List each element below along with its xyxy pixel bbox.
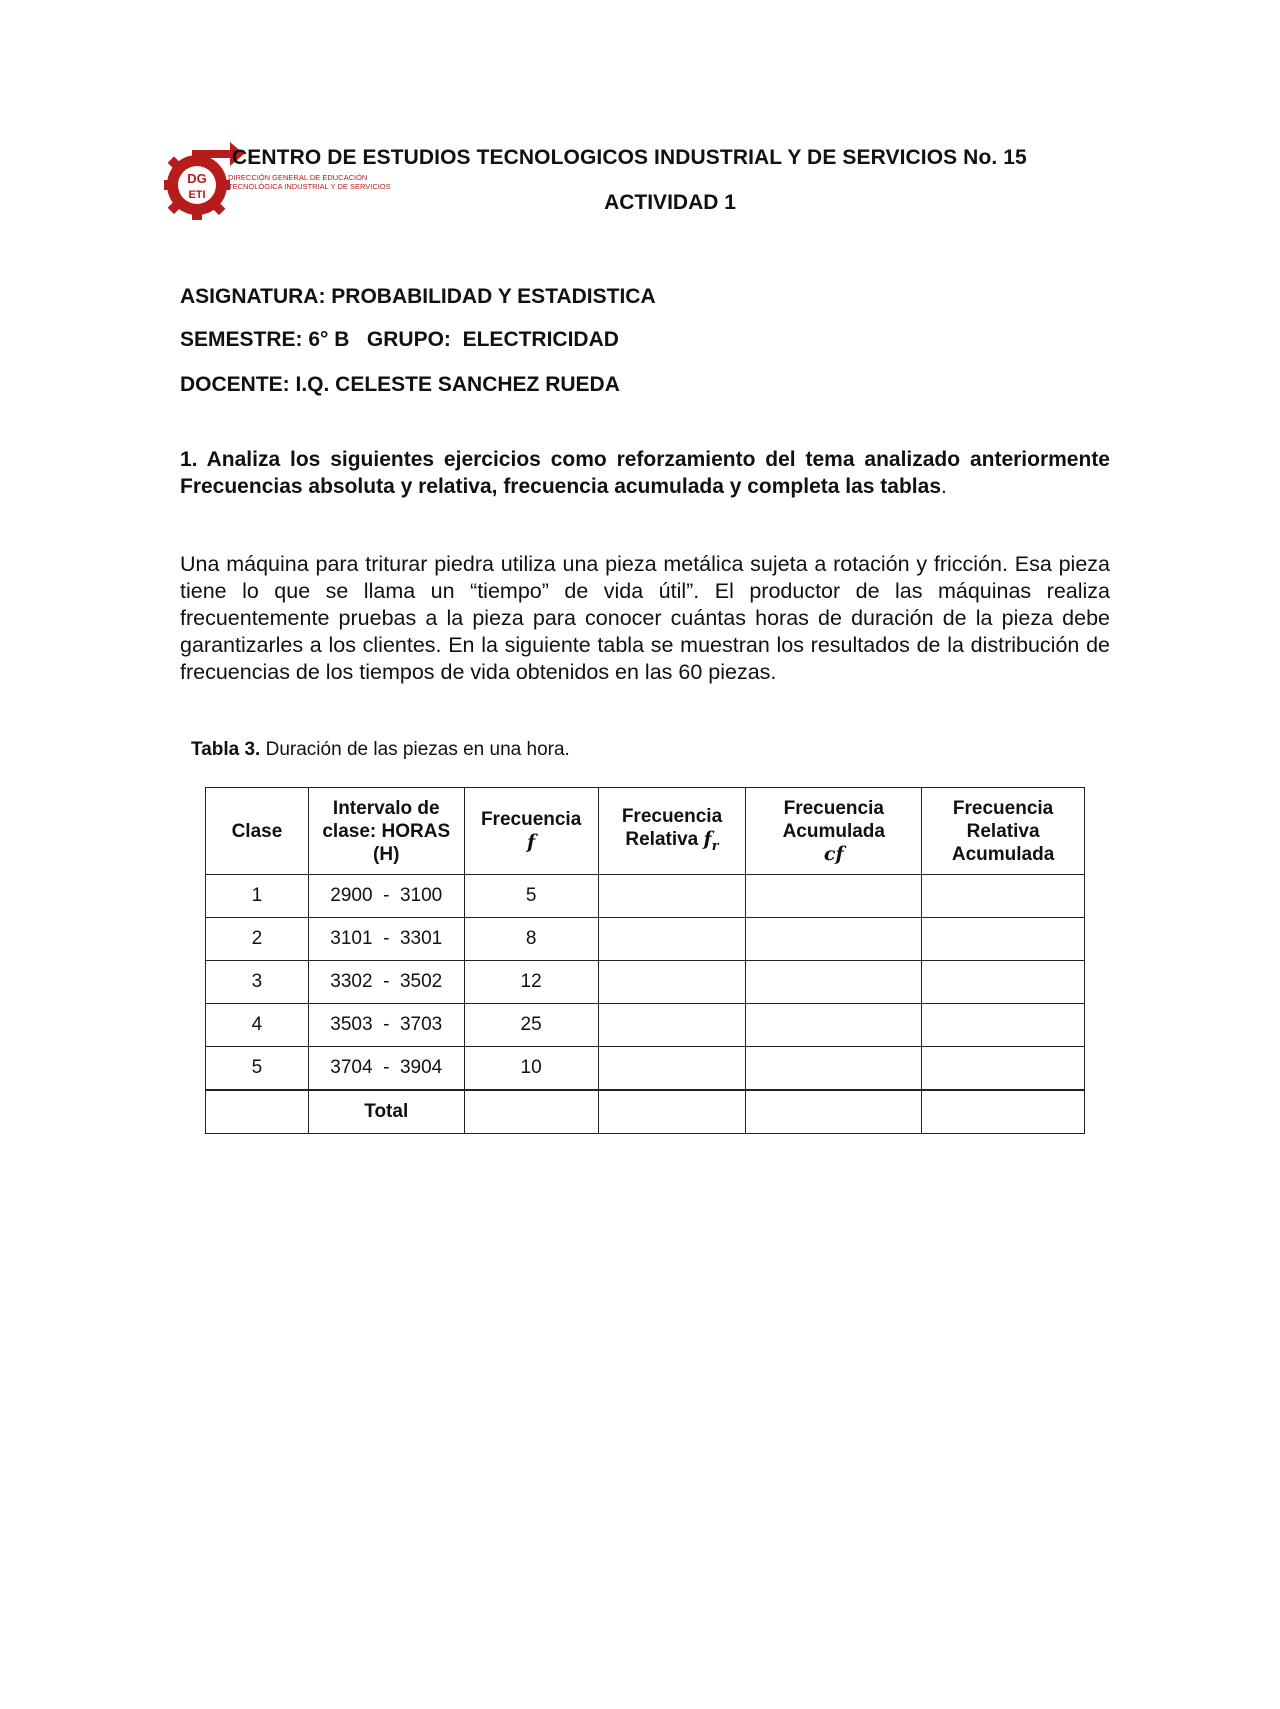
- cell-total-frecuencia-blank[interactable]: [464, 1090, 598, 1134]
- cell-acumulada-blank[interactable]: [746, 875, 922, 918]
- cell-total-relativa-blank[interactable]: [598, 1090, 746, 1134]
- header-frecuencia: Frecuencia f: [464, 788, 598, 875]
- cell-acumulada-blank[interactable]: [746, 1004, 922, 1047]
- cell-frecuencia: 10: [464, 1047, 598, 1091]
- cell-clase: 4: [206, 1004, 309, 1047]
- institution-title: CENTRO DE ESTUDIOS TECNOLOGICOS INDUSTRIAL Y DE SERVICIOS No. 15: [232, 146, 1027, 169]
- table-header-row: [206, 788, 1085, 875]
- logo-line-1: DIRECCIÓN GENERAL DE EDUCACIÓN: [228, 173, 368, 182]
- cell-acumulada-blank[interactable]: [746, 1047, 922, 1091]
- cell-frecuencia: 25: [464, 1004, 598, 1047]
- instruction-end: .: [941, 475, 947, 498]
- logo-acronym-bottom: ETI: [188, 189, 206, 201]
- cell-relativa-blank[interactable]: [598, 1047, 746, 1091]
- cell-frecuencia: 8: [464, 918, 598, 961]
- subject-line: ASIGNATURA: PROBABILIDAD Y ESTADISTICA: [180, 285, 656, 308]
- total-label: Total: [308, 1090, 464, 1134]
- table-row: [206, 875, 1085, 918]
- exercise-instruction: [180, 446, 1110, 500]
- cell-frecuencia: 12: [464, 961, 598, 1004]
- cell-relativa-acumulada-blank[interactable]: [922, 875, 1085, 918]
- cell-total-relativa-acumulada-blank[interactable]: [922, 1090, 1085, 1134]
- cell-relativa-acumulada-blank[interactable]: [922, 1004, 1085, 1047]
- cell-intervalo: 3503 - 3703: [308, 1004, 464, 1047]
- table-row: [206, 918, 1085, 961]
- header-clase: Clase: [206, 788, 309, 875]
- cell-clase: 1: [206, 875, 309, 918]
- header-frecuencia-acumulada: Frecuencia Acumulada cf: [746, 788, 922, 875]
- logo-line-2: TECNOLÓGICA INDUSTRIAL Y DE SERVICIOS: [228, 182, 391, 191]
- logo-acronym-top: DG: [187, 171, 207, 186]
- cell-relativa-acumulada-blank[interactable]: [922, 1047, 1085, 1091]
- frequency-table: [205, 787, 1085, 1134]
- table-caption: [191, 739, 570, 761]
- header-frecuencia-relativa: Frecuencia Relativa $f_r$: [598, 788, 746, 875]
- cell-clase: 5: [206, 1047, 309, 1091]
- cell-clase: 3: [206, 961, 309, 1004]
- cell-total-acumulada-blank[interactable]: [746, 1090, 922, 1134]
- cell-relativa-blank[interactable]: [598, 918, 746, 961]
- teacher-line: DOCENTE: I.Q. CELESTE SANCHEZ RUEDA: [180, 373, 620, 396]
- table-row: [206, 1004, 1085, 1047]
- instruction-text: 1. Analiza los siguientes ejercicios como reforzamiento del tema analizado anteriormente Frecuencias absoluta y relativa, frecuencia acumulada y completa las tablas: [180, 448, 1110, 498]
- cell-frecuencia: 5: [464, 875, 598, 918]
- cell-intervalo: 3101 - 3301: [308, 918, 464, 961]
- cell-clase: 2: [206, 918, 309, 961]
- cell-intervalo: 3302 - 3502: [308, 961, 464, 1004]
- cell-relativa-blank[interactable]: [598, 1004, 746, 1047]
- cell-acumulada-blank[interactable]: [746, 961, 922, 1004]
- header-intervalo: Intervalo de clase: HORAS (H): [308, 788, 464, 875]
- table-total-row: [206, 1090, 1085, 1134]
- cell-relativa-acumulada-blank[interactable]: [922, 918, 1085, 961]
- header-relativa-acumulada: Frecuencia Relativa Acumulada: [922, 788, 1085, 875]
- cell-relativa-blank[interactable]: [598, 875, 746, 918]
- cell-acumulada-blank[interactable]: [746, 918, 922, 961]
- cell-total-blank: [206, 1090, 309, 1134]
- cell-intervalo: 3704 - 3904: [308, 1047, 464, 1091]
- semester-group-line: SEMESTRE: 6° B GRUPO: ELECTRICIDAD: [180, 328, 619, 351]
- cell-relativa-blank[interactable]: [598, 961, 746, 1004]
- caption-text: Duración de las piezas en una hora.: [260, 739, 570, 760]
- cell-relativa-acumulada-blank[interactable]: [922, 961, 1085, 1004]
- cell-intervalo: 2900 - 3100: [308, 875, 464, 918]
- table-row: [206, 961, 1085, 1004]
- caption-label: Tabla 3.: [191, 739, 261, 760]
- problem-paragraph: Una máquina para triturar piedra utiliza una pieza metálica sujeta a rotación y fricción. Esa pieza tiene lo que se llama un “tiempo” de vida útil”. El productor de las máquinas realiza frecuentemente pruebas a la pieza para conocer cuántas horas de duración de la pieza debe garantizarles a los clientes. En la siguiente tabla se muestran los resultados de la distribución de frecuencias de los tiempos de vida obtenidos en las 60 piezas.: [180, 552, 1110, 684]
- table-row: [206, 1047, 1085, 1091]
- activity-title: ACTIVIDAD 1: [604, 191, 736, 214]
